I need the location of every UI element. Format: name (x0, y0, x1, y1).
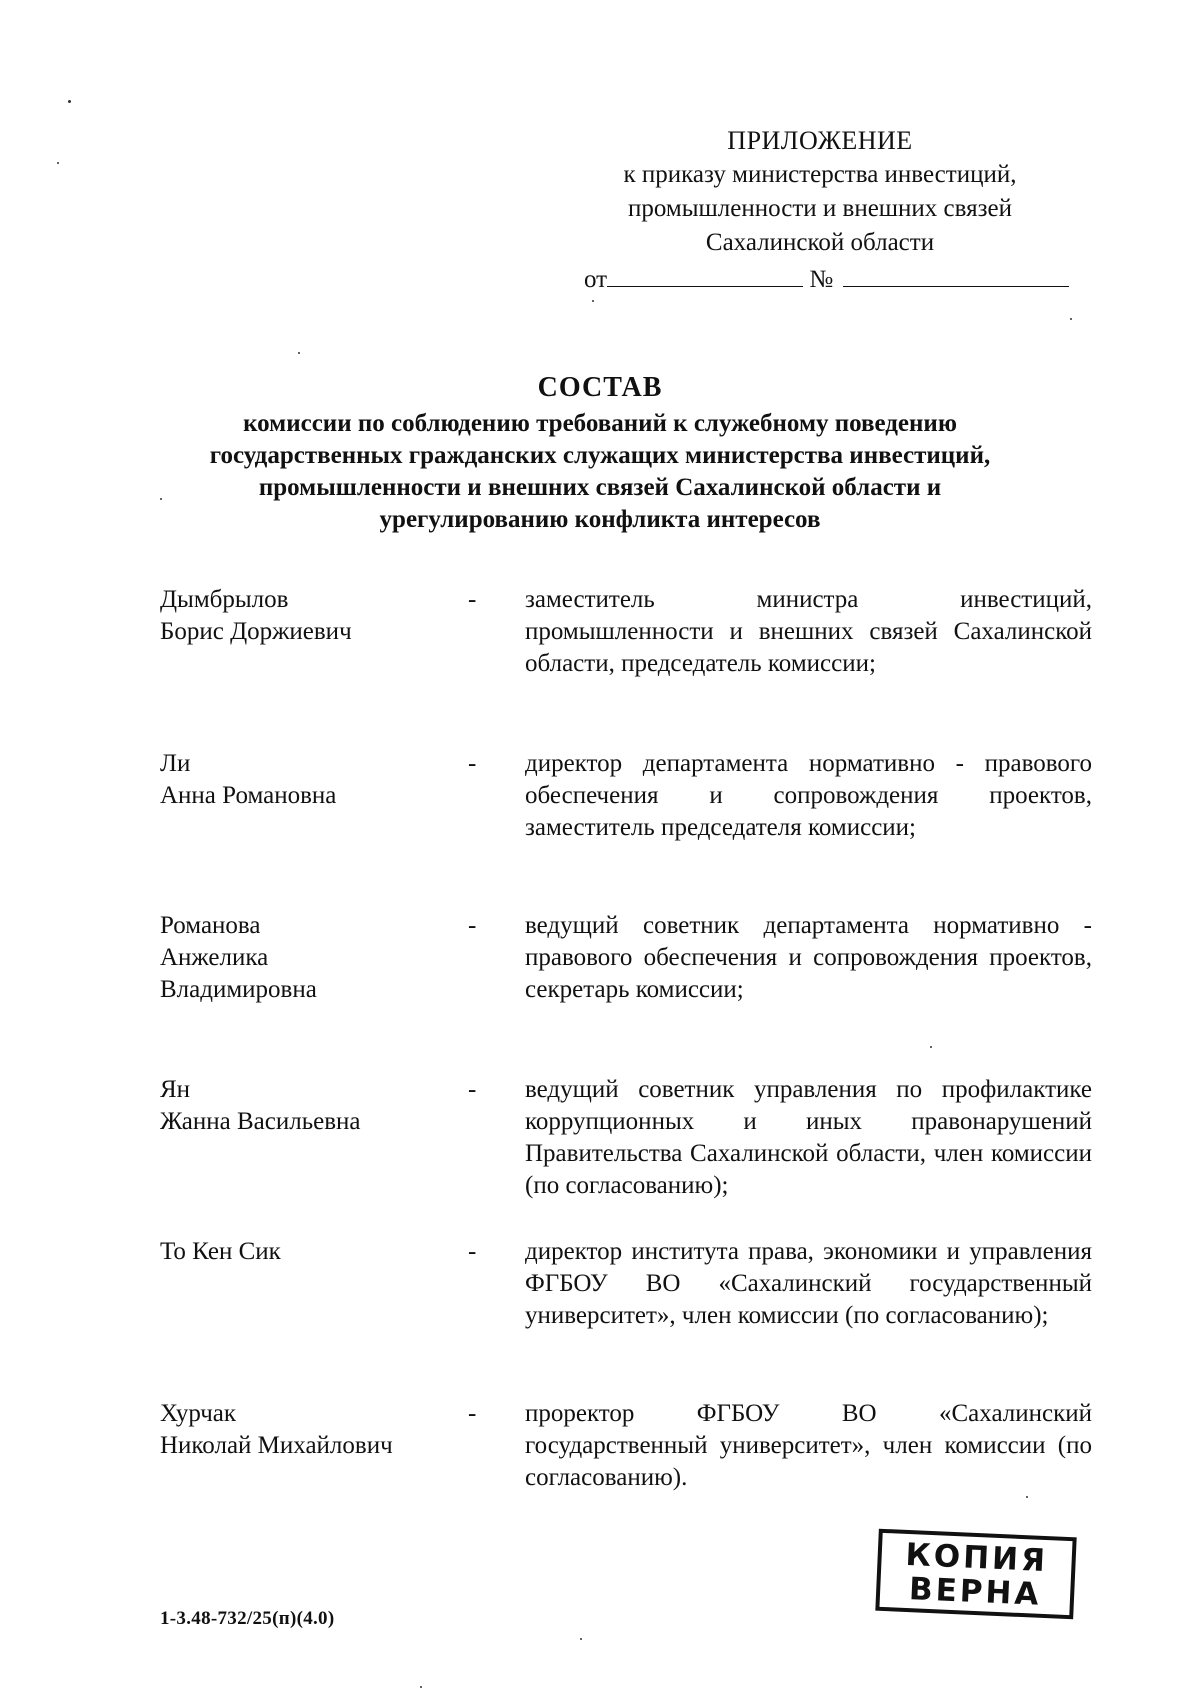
member-role: директор департамента нормативно - правового обеспечения и сопровождения проектов, заместитель председателя комиссии; (525, 750, 1092, 841)
member-name-line: Владимировна (160, 976, 317, 1003)
member-separator: - (468, 586, 477, 613)
document-heading (120, 368, 1080, 536)
document-code: 1-3.48-732/25(п)(4.0) (160, 1608, 335, 1629)
member-name-line: Ли (160, 750, 191, 777)
member-separator: - (468, 1076, 477, 1103)
order-date-number-line (584, 262, 1069, 297)
appendix-line: к приказу министерства инвестиций, (623, 161, 1017, 188)
scan-speck (420, 1686, 422, 1688)
member-name-line: Борис Доржиевич (160, 618, 352, 645)
date-blank-field (607, 262, 803, 287)
member-name (160, 1398, 460, 1462)
member-name-line: Ян (160, 1076, 191, 1103)
appendix-line: Сахалинской области (705, 229, 935, 256)
member-name (160, 584, 460, 648)
scan-speck (930, 1046, 932, 1048)
member-name-line: Анна Романовна (160, 782, 337, 809)
member-separator: - (468, 912, 477, 939)
member-name-line: Николай Михайлович (160, 1432, 393, 1459)
scan-speck (592, 300, 594, 302)
member-name (160, 910, 460, 1006)
member-name (160, 1074, 460, 1138)
scan-speck (298, 352, 300, 354)
from-label: от (584, 266, 608, 293)
member-name-line: Романова (160, 912, 261, 939)
scan-speck (580, 1638, 582, 1640)
member-name-line: То Кен Сик (160, 1238, 281, 1265)
member-separator: - (468, 1400, 477, 1427)
heading-line: урегулированию конфликта интересов (379, 506, 821, 533)
member-separator: - (468, 1238, 477, 1265)
member-role: ведущий советник департамента нормативно - правового обеспечения и сопровождения проектов, секретарь комиссии; (525, 912, 1092, 1003)
member-name-line: Дымбрылов (160, 586, 289, 613)
stamp-frame (874, 1528, 1077, 1621)
appendix-line: промышленности и внешних связей (628, 195, 1012, 222)
scan-speck (57, 162, 59, 164)
member-role: ведущий советник управления по профилактике коррупционных и иных правонарушений Правительства Сахалинской области, член комиссии (по согласованию); (525, 1076, 1092, 1199)
member-name-line: Жанна Васильевна (160, 1108, 361, 1135)
member-role: директор института права, экономики и управления ФГБОУ ВО «Сахалинский государственный университет», член комиссии (по согласованию); (525, 1238, 1092, 1329)
appendix-title: ПРИЛОЖЕНИЕ (727, 126, 913, 155)
member-role: проректор ФГБОУ ВО «Сахалинский государственный университет», член комиссии (по согласованию). (525, 1400, 1092, 1491)
number-blank-field (843, 262, 1069, 287)
member-role: заместитель министра инвестиций, промышленности и внешних связей Сахалинской области, председатель комиссии; (525, 586, 1092, 677)
copy-certified-stamp (874, 1528, 1077, 1621)
number-label: № (809, 266, 834, 293)
member-name-line: Хурчак (160, 1400, 237, 1427)
heading-title: СОСТАВ (537, 372, 663, 403)
appendix-header (560, 124, 1080, 260)
heading-line: промышленности и внешних связей Сахалинской области и (258, 474, 942, 501)
member-name-line: Анжелика (160, 944, 269, 971)
stamp-line: КОПИЯ (904, 1536, 1049, 1580)
scan-speck (1070, 318, 1072, 320)
member-name (160, 1236, 460, 1268)
heading-line: комиссии по соблюдению требований к служебному поведению (243, 410, 957, 437)
member-separator: - (468, 750, 477, 777)
scan-speck (1026, 1496, 1028, 1498)
scan-speck (68, 100, 71, 103)
stamp-line: ВЕРНА (908, 1571, 1043, 1613)
member-name (160, 748, 460, 812)
heading-line: государственных гражданских служащих министерства инвестиций, (209, 442, 991, 469)
